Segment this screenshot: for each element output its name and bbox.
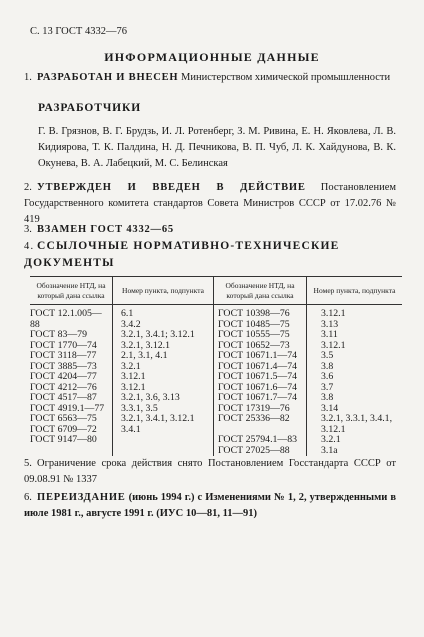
section-5: [24, 456, 396, 488]
column-header: Обозначение НТД, на который дана ссылка: [30, 277, 113, 305]
section-1: [24, 70, 396, 86]
section-caption: УТВЕРЖДЕН И ВВЕДЕН В ДЕЙСТВИЕ: [37, 182, 306, 193]
column-header: Номер пункта, подпункта: [113, 277, 214, 305]
column-header: Обозначение НТД, на который дана ссылка: [214, 277, 307, 305]
right-doc-column: ГОСТ 10398—76 ГОСТ 10485—75 ГОСТ 10555—75 ГОСТ 10652—73 ГОСТ 10671.1—74 ГОСТ 10671.4—74 ГОСТ 10671.5—74 ГОСТ 10671.6—74 ГОСТ 10671.7—74 ГОСТ 17319—76 ГОСТ 25336—82 ГОСТ 25794.1—83 ГОСТ 27025—88: [214, 305, 307, 457]
left-item-column: 6.1 3.4.2 3.2.1, 3.4.1; 3.12.1 3.2.1, 3.12.1 2.1, 3.1, 4.1 3.2.1 3.12.1 3.12.1 3.2.1, 3.6, 3.13 3.3.1, 3.5 3.2.1, 3.4.1, 3.12.1 3.4.1: [113, 305, 214, 457]
table-header-row: [30, 277, 402, 305]
section-caption: ССЫЛОЧНЫЕ НОРМАТИВНО-ТЕХНИЧЕСКИЕ ДОКУМЕНТЫ: [24, 240, 340, 269]
section-number: 1.: [24, 72, 32, 83]
developers-heading: РАЗРАБОТЧИКИ: [38, 102, 142, 114]
section-number: 5.: [24, 458, 32, 469]
section-text: Постановлением Государственного комитета стандартов Совета Министров СССР от 17.02.76 № 419: [24, 182, 397, 225]
section-text: Ограничение срока действия снято Постановлением Госстандарта СССР от 09.08.91 № 1337: [24, 458, 396, 485]
section-number: 2.: [24, 182, 32, 193]
table-row: [30, 305, 402, 457]
section-2: [24, 180, 396, 228]
section-4: [24, 238, 400, 272]
section-caption: ВЗАМЕН ГОСТ 4332—65: [37, 224, 174, 235]
right-item-column: 3.12.1 3.13 3.11 3.12.1 3.5 3.8 3.6 3.7 3.8 3.14 3.2.1, 3.3.1, 3.4.1, 3.12.1 3.2.1 3.1а: [321, 308, 393, 456]
section-number: 6.: [24, 492, 32, 503]
section-3: [24, 222, 396, 238]
section-caption: ПЕРЕИЗДАНИЕ: [37, 492, 126, 503]
left-doc-column: ГОСТ 12.1.005—88 ГОСТ 83—79 ГОСТ 1770—74 ГОСТ 3118—77 ГОСТ 3885—73 ГОСТ 4204—77 ГОСТ 4212—76 ГОСТ 4517—87 ГОСТ 4919.1—77 ГОСТ 6563—75 ГОСТ 6709—72 ГОСТ 9147—80: [30, 305, 113, 457]
document-title: ИНФОРМАЦИОННЫЕ ДАННЫЕ: [104, 50, 320, 64]
references-table: [30, 276, 402, 456]
section-caption: РАЗРАБОТАН И ВНЕСЕН: [37, 72, 179, 83]
developers-list: Г. В. Грязнов, В. Г. Брудзь, И. Л. Ротенберг, З. М. Ривина, Е. Н. Яковлева, Л. В. Кидиярова, Т. К. Палдина, Н. Д. Печникова, В. П. Чуб, Л. К. Хайдунова, В. К. Окунева, В. А. Лабецкий, М. С. Белинская: [38, 126, 396, 169]
column-header: Номер пункта, подпункта: [307, 277, 403, 305]
section-number: 3.: [24, 224, 32, 235]
section-text: (июнь 1994 г.) с Изменениями № 1, 2, утвержденными в июле 1981 г., августе 1991 г. (ИУС 10—81, 11—91): [24, 492, 396, 519]
page-header: С. 13 ГОСТ 4332—76: [30, 26, 127, 37]
section-6: [24, 490, 396, 522]
section-number: 4.: [24, 241, 35, 252]
section-text: Министерством химической промышленности: [178, 72, 391, 83]
